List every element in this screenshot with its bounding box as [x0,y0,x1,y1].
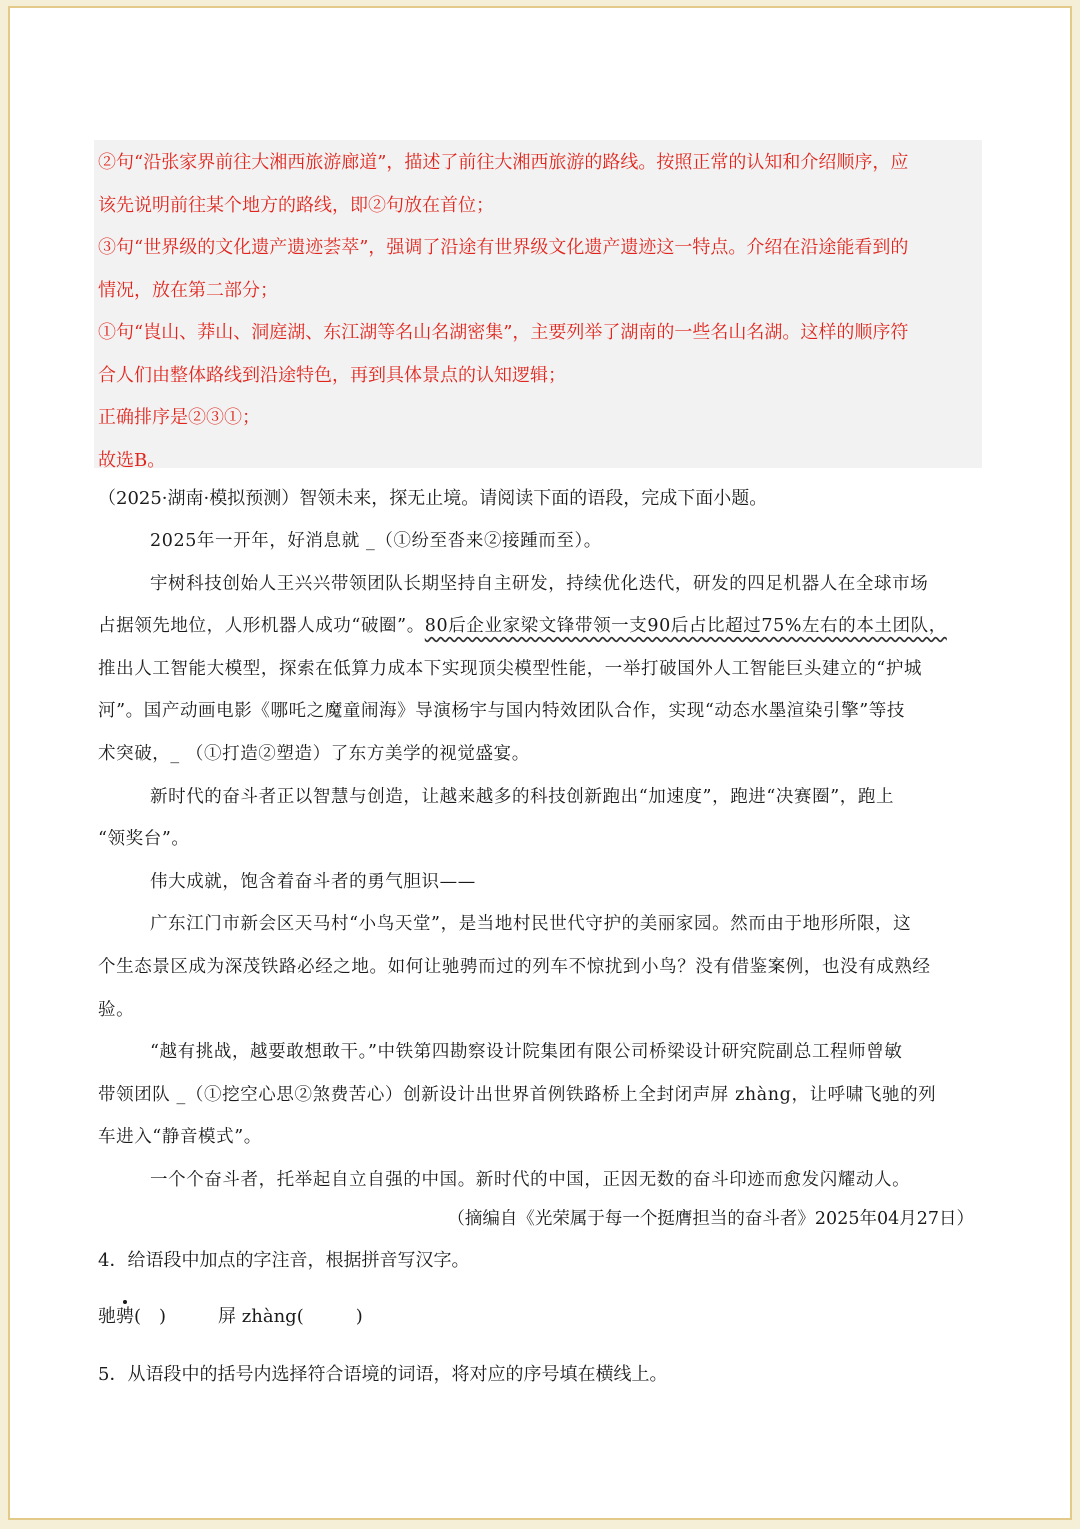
passage-line: 车进入“静音模式”。 [98,1127,262,1148]
answer-line: 故选B。 [98,449,166,471]
source-citation: （摘编自《光荣属于每一个挺膺担当的奋斗者》2025年04月27日） [447,1209,974,1229]
pinyin-item-2-label: 屏 zhàng( [218,1306,304,1327]
passage-line: 个生态景区成为深茂铁路必经之地。如何让驰骋而过的列车不惊扰到小鸟？没有借鉴案例，也没有成熟经 [98,956,931,977]
passage-line: 验。 [98,999,135,1020]
answer-explanation-box [94,140,982,471]
passage-line: 河”。国产动画电影《哪吒之魔童闹海》导演杨宇与国内特效团队合作，实现“动态水墨渲染引擎”等技 [98,701,905,722]
question-intro: （2025·湖南·模拟预测）智领未来，探无止境。请阅读下面的语段，完成下面小题。 [98,488,768,509]
passage-line: 术突破，_ （①打造②塑造）了东方美学的视觉盛宴。 [98,743,530,764]
passage-line: 带领团队 _（①挖空心思②煞费苦心）创新设计出世界首例铁路桥上全封闭声屏 zhàng，让呼啸飞驰的列 [98,1084,937,1105]
passage-line: 新时代的奋斗者正以智慧与创造，让越来越多的科技创新跑出“加速度”，跑进“决赛圈”，跑上 [150,786,895,807]
answer-line: ①句“崀山、莽山、洞庭湖、东江湖等名山名湖密集”，主要列举了湖南的一些名山名湖。这样的顺序符 [98,322,909,343]
answer-blank[interactable]: ( ) [134,1306,167,1327]
question-4-prompt: 4．给语段中加点的字注音，根据拼音写汉字。 [98,1250,470,1271]
answer-line: 正确排序是②③①； [98,407,260,428]
passage-line: “领奖台”。 [98,829,190,850]
wavy-underlined-sentence: 80后企业家梁文锋带领一支90后占比超过75%左右的本土团队， [424,616,947,637]
answer-line: 合人们由整体路线到沿途特色，再到具体景点的认知逻辑； [98,364,566,386]
pinyin-item-1-char: 驰 [98,1306,116,1327]
question-5-prompt: 5．从语段中的括号内选择符合语境的词语，将对应的序号填在横线上。 [98,1364,668,1385]
answer-line: 该先说明前往某个地方的路线，即②句放在首位； [98,194,494,216]
passage-line: 广东江门市新会区天马村“小鸟天堂”，是当地村民世代守护的美丽家园。然而由于地形所限，这 [150,914,912,935]
dotted-character: 骋 [116,1306,134,1327]
passage-line: 推出人工智能大模型，探索在低算力成本下实现顶尖模型性能，一举打破国外人工智能巨头建立的“护城 [98,658,923,679]
answer-line: ②句“沿张家界前往大湘西旅游廊道”，描述了前往大湘西旅游的路线。按照正常的认知和介绍顺序，应 [98,152,909,173]
pinyin-item-2-close: ) [355,1306,363,1327]
passage-line: 伟大成就，饱含着奋斗者的勇气胆识—— [150,871,476,892]
passage-text: 占据领先地位，人形机器人成功“破圈”。 [98,616,425,637]
question-4-items [98,1302,363,1332]
reading-passage [98,520,978,1202]
answer-line: ③句“世界级的文化遗产遗迹荟萃”，强调了沿途有世界级文化遗产遗迹这一特点。介绍在沿途能看到的 [98,237,909,258]
passage-line: 2025年一开年，好消息就 _（①纷至沓来②接踵而至）。 [150,531,602,551]
passage-line: 宇树科技创始人王兴兴带领团队长期坚持自主研发，持续优化迭代，研发的四足机器人在全球市场 [150,573,929,594]
passage-line: “越有挑战，越要敢想敢干。”中铁第四勘察设计院集团有限公司桥梁设计研究院副总工程师曾敏 [150,1042,903,1063]
answer-line: 情况，放在第二部分； [98,279,278,301]
passage-line [98,605,978,648]
passage-line: 一个个奋斗者，托举起自立自强的中国。新时代的中国，正因无数的奋斗印迹而愈发闪耀动人。 [150,1169,911,1190]
